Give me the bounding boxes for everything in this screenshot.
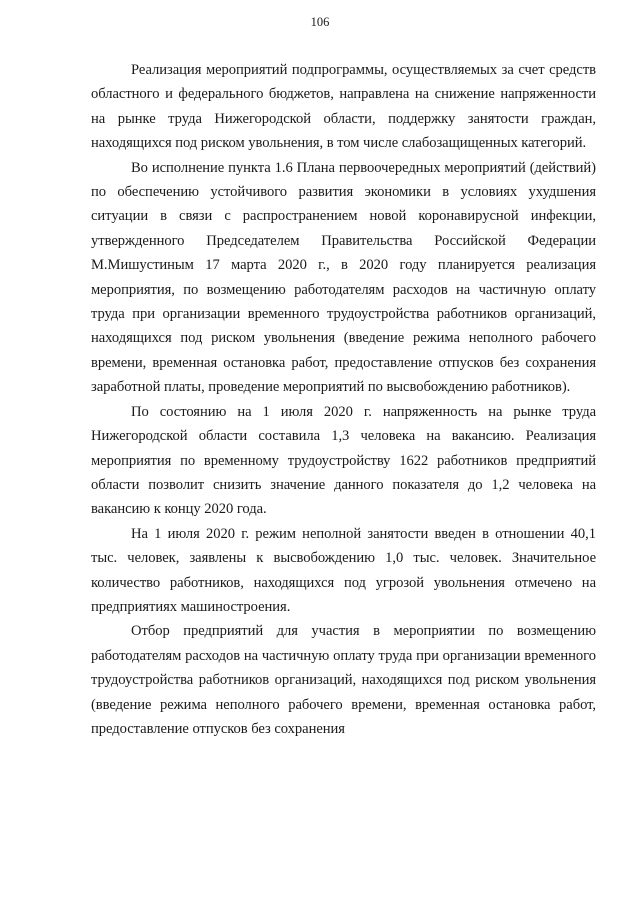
document-body — [91, 58, 596, 741]
paragraph-3: По состоянию на 1 июля 2020 г. напряженность на рынке труда Нижегородской области составила 1,3 человека на вакансию. Реализация мероприятия по временному трудоустройству 1622 работников предприятий области позволит снизить значение данного показателя до 1,2 человека на вакансию к концу 2020 года. — [91, 403, 596, 518]
paragraph-5: Отбор предприятий для участия в мероприятии по возмещению работодателям расходов на частичную оплату труда при организации временного трудоустройства работников организаций, находящихся под риском увольнения (введение режима неполного рабочего времени, временная остановка работ, предоставление отпусков без сохранения — [91, 623, 596, 737]
paragraph-1: Реализация мероприятий подпрограммы, осуществляемых за счет средств областного и федерального бюджетов, направлена на снижение напряженности на рынке труда Нижегородской области, поддержку занятости граждан, находящихся под риском увольнения, в том числе слабозащищенных категорий. — [91, 62, 596, 152]
paragraph-2: Во исполнение пункта 1.6 Плана первоочередных мероприятий (действий) по обеспечению устойчивого развития экономики в условиях ухудшения ситуации в связи с распространением новой коронавирусной инфекции, утвержденного Председателем Правительства Российской Федерации М.Мишустиным 17 марта 2020 г., в 2020 году планируется реализация мероприятия, по возмещению работодателям расходов на частичную оплату труда при организации временного трудоустройства работников организаций, находящихся под риском увольнения (введение режима неполного рабочего времени, временная остановка работ, предоставление отпусков без сохранения заработной платы, проведение мероприятий по высвобождению работников). — [91, 159, 596, 396]
page-number: 106 — [310, 15, 330, 29]
paragraph-4: На 1 июля 2020 г. режим неполной занятости введен в отношении 40,1 тыс. человек, заявлены к высвобождению 1,0 тыс. человек. Значительное количество работников, находящихся под угрозой увольнения отмечено на предприятиях машиностроения. — [91, 525, 596, 615]
